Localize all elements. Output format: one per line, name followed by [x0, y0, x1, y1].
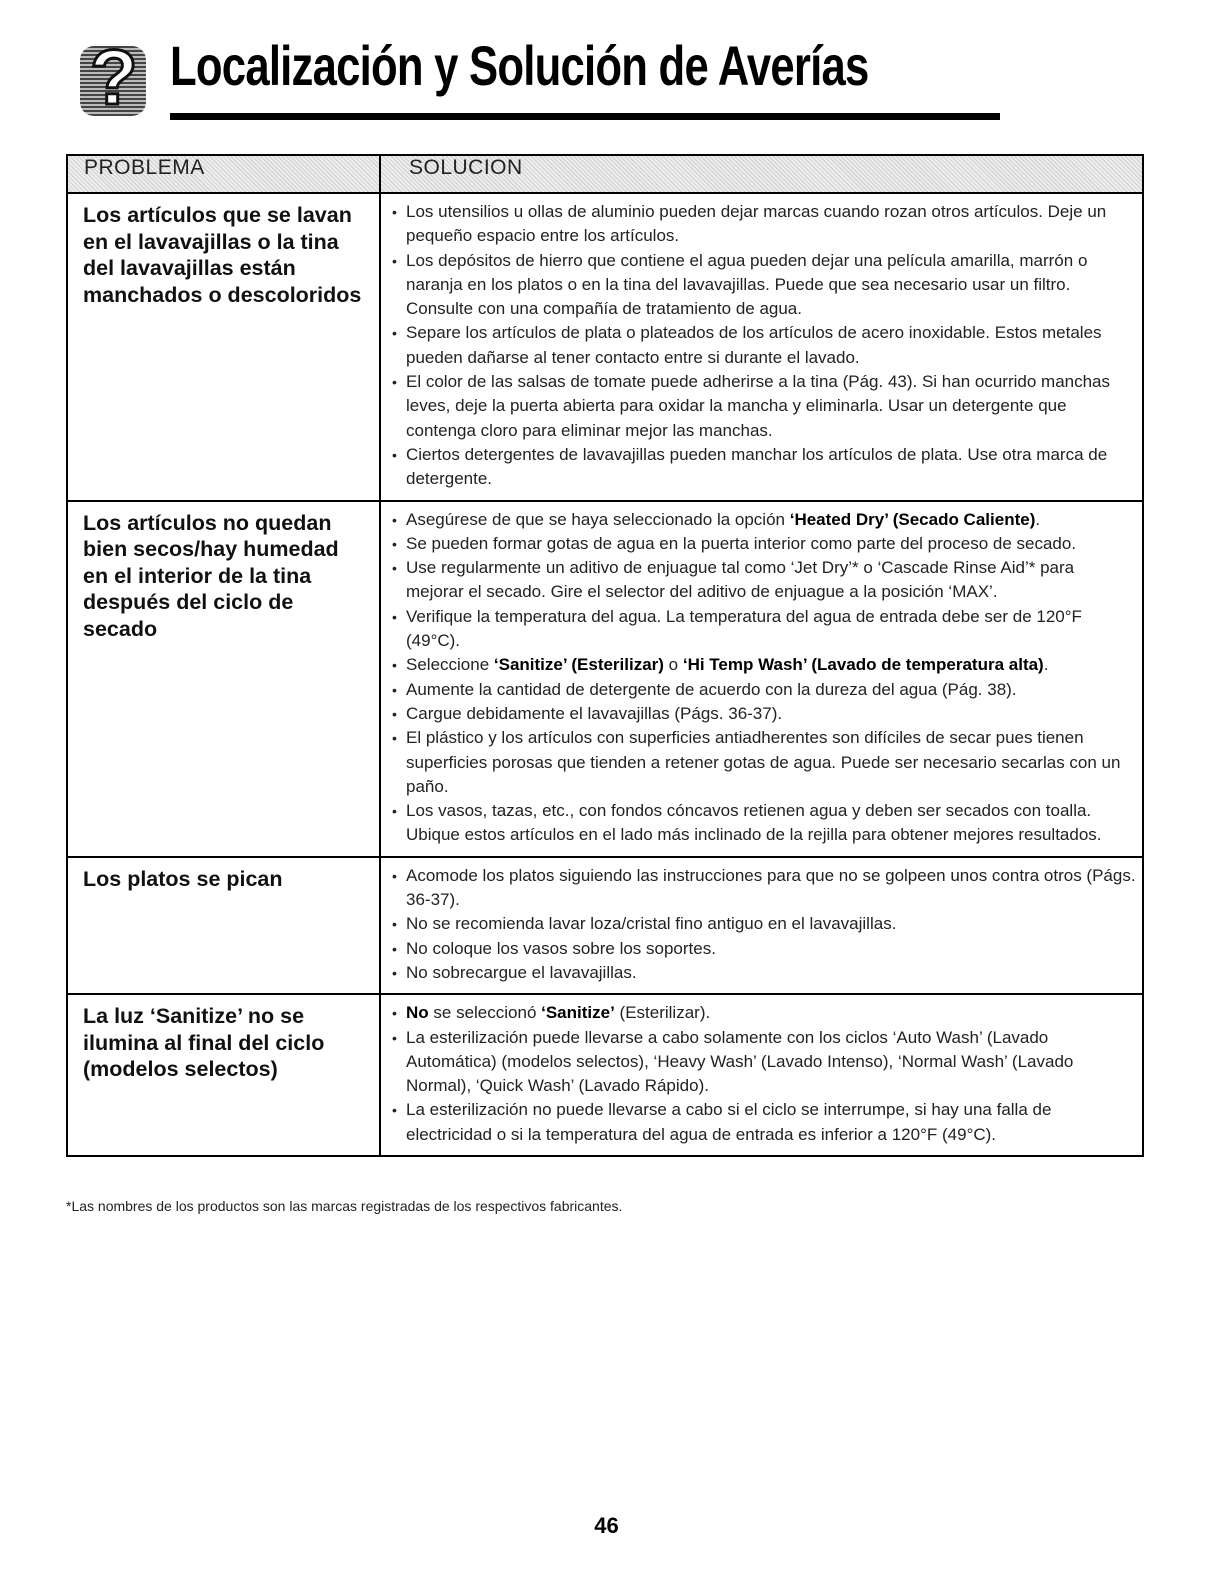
solution-item: [389, 1098, 1136, 1147]
table-row: [67, 193, 1143, 501]
question-mark-icon: ?: [80, 46, 146, 116]
solution-text: Ciertos detergentes de lavavajillas pueden manchar los artículos de plata. Use otra marca de detergente.: [406, 444, 1108, 489]
solution-list: [389, 508, 1136, 848]
solution-text: No coloque los vasos sobre los soportes.: [406, 938, 716, 958]
solution-text: No se recomienda lavar loza/cristal fino antiguo en el lavavajillas.: [406, 914, 897, 934]
solution-text: Aumente la cantidad de detergente de acuerdo con la dureza del agua (Pág. 38).: [406, 679, 1017, 699]
solution-item: [389, 532, 1136, 556]
column-header-problem: PROBLEMA: [67, 155, 380, 193]
solution-text: Se pueden formar gotas de agua en la puerta interior como parte del proceso de secado.: [406, 533, 1077, 553]
problem-cell: La luz ‘Sanitize’ no se ilumina al final del ciclo (modelos selectos): [67, 994, 380, 1156]
solution-list: [389, 864, 1136, 985]
table-body: [67, 193, 1143, 1156]
solution-item: [389, 556, 1136, 605]
solution-item: [389, 370, 1136, 443]
solution-cell: [380, 193, 1143, 501]
solution-item: [389, 1026, 1136, 1099]
table-header-row: [67, 155, 1143, 193]
solution-text: Los utensilios u ollas de aluminio pueden dejar marcas cuando rozan otros artículos. Deje un pequeño espacio entre los artículos.: [406, 202, 1107, 246]
page-number: 46: [594, 1513, 619, 1538]
solution-text: .: [1043, 655, 1049, 675]
solution-item: [389, 200, 1136, 249]
solution-emphasis: ‘Hi Temp Wash’ (Lavado de temperatura alta): [682, 655, 1044, 675]
solution-text: Los depósitos de hierro que contiene el agua pueden dejar una película amarilla, marrón o naranja en los platos o en la tina del lavavajillas. Puede que sea necesario usar un filtro. Consulte con una compañía de tratamiento de agua.: [406, 250, 1088, 319]
solution-item: [389, 702, 1136, 726]
solution-item: [389, 443, 1136, 492]
solution-text: Acomode los platos siguiendo las instrucciones para que no se golpeen unos contra otros (Págs. 36-37).: [406, 865, 1136, 910]
table-row: [67, 501, 1143, 857]
solution-list: [389, 200, 1136, 492]
solution-text: se seleccionó: [428, 1003, 542, 1023]
solution-text: El plástico y los artículos con superficies antiadherentes son difíciles de secar pues tienen superficies porosas que tienden a retener gotas de agua. Puede ser necesario secarlas con un paño.: [406, 728, 1121, 796]
solution-text: o: [663, 655, 683, 675]
solution-item: [389, 1001, 1136, 1025]
page-title: Localización y Solución de Averías: [170, 34, 869, 97]
problem-cell: Los artículos que se lavan en el lavavajillas o la tina del lavavajillas están manchados o descoloridos: [67, 193, 380, 501]
column-header-solution: SOLUCION: [380, 155, 1143, 193]
page-header: [80, 30, 920, 125]
solution-text: (Esterilizar).: [614, 1003, 711, 1023]
problem-cell: Los platos se pican: [67, 857, 380, 994]
solution-text: La esterilización no puede llevarse a cabo si el ciclo se interrumpe, si hay una falla de electricidad o si la temperatura del agua de entrada es inferior a 120°F (49°C).: [406, 1100, 1052, 1144]
solution-item: [389, 605, 1136, 654]
solution-item: [389, 508, 1136, 532]
solution-cell: [380, 994, 1143, 1156]
solution-item: [389, 799, 1136, 848]
table-row: [67, 857, 1143, 994]
solution-text: Cargue debidamente el lavavajillas (Págs. 36-37).: [406, 703, 783, 723]
solution-text: Verifique la temperatura del agua. La temperatura del agua de entrada debe ser de 120°F (49°C).: [406, 606, 1082, 651]
solution-text: No sobrecargue el lavavajillas.: [406, 962, 637, 982]
solution-text: El color de las salsas de tomate puede adherirse a la tina (Pág. 43). Si han ocurrido manchas leves, deje la puerta abierta para oxidar la mancha y eliminarla. Usar un detergente que contenga cloro para eliminar mejor las manchas.: [406, 372, 1111, 440]
solution-item: [389, 961, 1136, 985]
solution-list: [389, 1001, 1136, 1147]
footnote: *Las nombres de los productos son las marcas registradas de los respectivos fabricantes.: [66, 1198, 623, 1214]
solution-item: [389, 937, 1136, 961]
solution-text: La esterilización puede llevarse a cabo solamente con los ciclos ‘Auto Wash’ (Lavado Automática) (modelos selectos), ‘Heavy Wash’ (Lavado Intenso), ‘Normal Wash’ (Lavado Normal), ‘Quick Wash’ (Lavado Rápido).: [406, 1027, 1074, 1096]
solution-text: .: [1035, 509, 1041, 529]
solution-item: [389, 864, 1136, 913]
solution-item: [389, 912, 1136, 936]
solution-emphasis: ‘Heated Dry’ (Secado Caliente): [789, 509, 1036, 529]
solution-emphasis: No: [406, 1003, 429, 1023]
table-row: [67, 994, 1143, 1156]
solution-text: Asegúrese de que se haya seleccionado la opción: [406, 509, 790, 529]
solution-item: [389, 653, 1136, 677]
solution-text: Seleccione: [406, 655, 494, 675]
solution-item: [389, 726, 1136, 799]
solution-text: Los vasos, tazas, etc., con fondos cóncavos retienen agua y deben ser secados con toalla. Ubique estos artículos en el lado más inclinado de la rejilla para obtener mejores resultados.: [406, 801, 1102, 845]
solution-text: Separe los artículos de plata o plateados de los artículos de acero inoxidable. Estos metales pueden dañarse al tener contacto entre si durante el lavado.: [406, 323, 1102, 367]
troubleshooting-table: [66, 154, 1144, 1157]
solution-cell: [380, 501, 1143, 857]
solution-item: [389, 678, 1136, 702]
solution-item: [389, 249, 1136, 322]
solution-cell: [380, 857, 1143, 994]
problem-cell: Los artículos no quedan bien secos/hay humedad en el interior de la tina después del ciclo de secado: [67, 501, 380, 857]
solution-item: [389, 321, 1136, 370]
solution-emphasis: ‘Sanitize’ (Esterilizar): [493, 655, 664, 675]
solution-text: Use regularmente un aditivo de enjuague tal como ‘Jet Dry’* o ‘Cascade Rinse Aid’* para mejorar el secado. Gire el selector del aditivo de enjuague a la posición ‘MAX’.: [406, 558, 1075, 602]
solution-emphasis: ‘Sanitize’: [541, 1003, 615, 1023]
title-underline: [170, 113, 1000, 120]
